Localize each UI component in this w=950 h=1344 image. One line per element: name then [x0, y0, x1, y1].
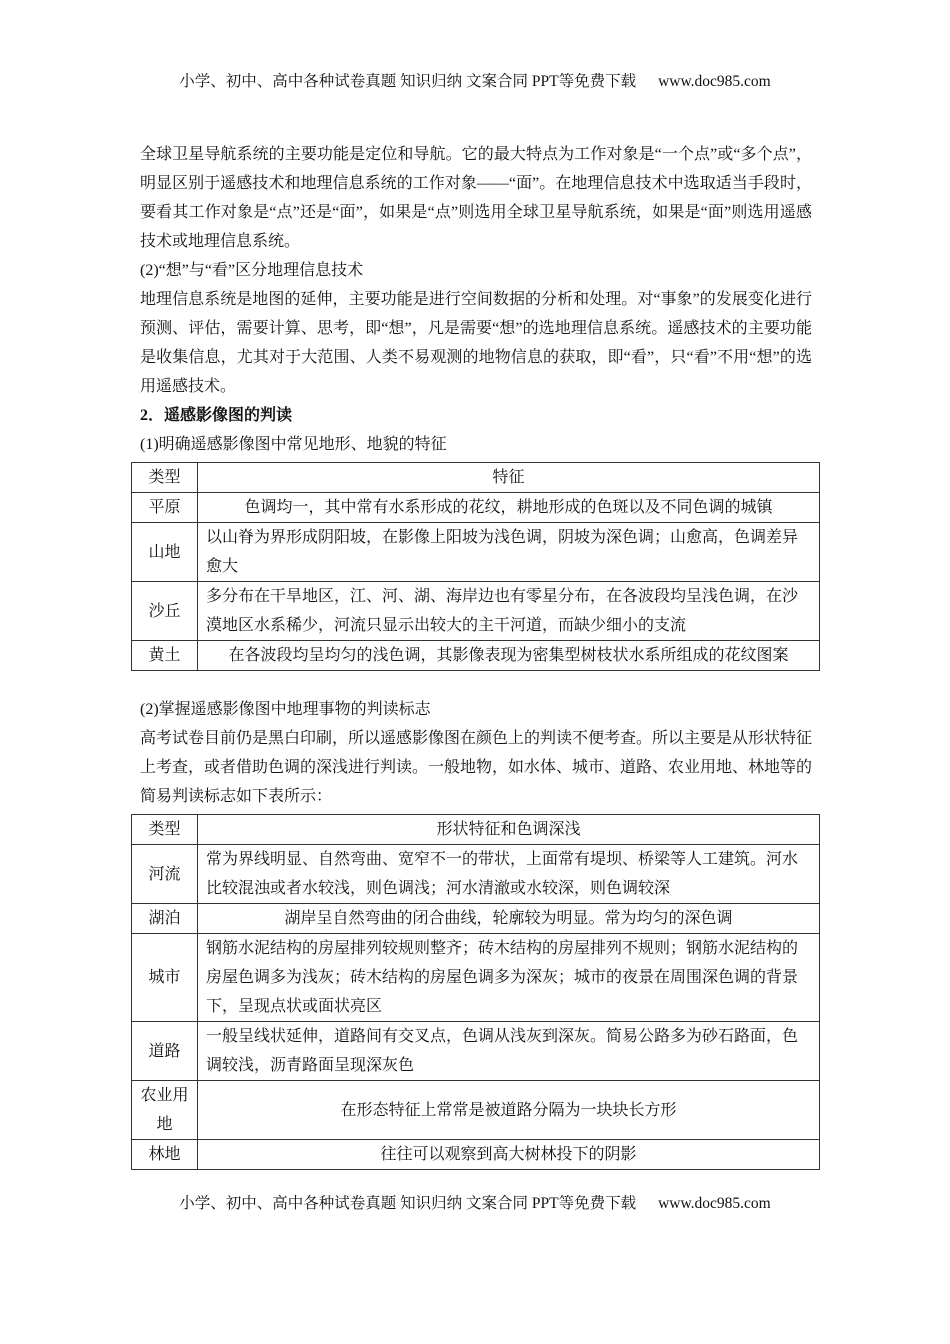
- desc-cell: 钢筋水泥结构的房屋排列较规则整齐；砖木结构的房屋排列不规则；钢筋水泥结构的房屋色调多为浅灰；砖木结构的房屋色调多为深灰；城市的夜景在周围深色调的背景下，呈现点状或面状亮区: [198, 934, 820, 1022]
- body-text-2: [140, 695, 812, 811]
- desc-cell: 在各波段均呈均匀的浅色调，其影像表现为密集型树枝状水系所组成的花纹图案: [198, 641, 820, 671]
- page-header: [0, 69, 950, 91]
- table-row: [132, 845, 820, 904]
- type-cell: 平原: [132, 493, 198, 523]
- desc-cell: 湖岸呈自然弯曲的闭合曲线，轮廓较为明显。常为均匀的深色调: [198, 904, 820, 934]
- table-header-row: [132, 463, 820, 493]
- table-row: [132, 934, 820, 1022]
- header-cell: 形状特征和色调深浅: [198, 815, 820, 845]
- subheading-markers: (2)掌握遥感影像图中地理事物的判读标志: [140, 701, 431, 718]
- desc-cell: 常为界线明显、自然弯曲、宽窄不一的带状，上面常有堤坝、桥梁等人工建筑。河水比较混浊或者水较浅，则色调浅；河水清澈或水较深，则色调较深: [198, 845, 820, 904]
- table-row: [132, 641, 820, 671]
- desc-cell: 往往可以观察到高大树林投下的阴影: [198, 1140, 820, 1170]
- table-header-row: [132, 815, 820, 845]
- desc-cell: 多分布在干旱地区，江、河、湖、海岸边也有零星分布，在各波段均呈浅色调，在沙漠地区水系稀少，河流只显示出较大的主干河道，而缺少细小的支流: [198, 582, 820, 641]
- subheading-landform: (1)明确遥感影像图中常见地形、地貌的特征: [140, 436, 447, 453]
- header-cell: 类型: [132, 463, 198, 493]
- header-cell: 类型: [132, 815, 198, 845]
- paragraph-exam: 高考试卷目前仍是黑白印刷，所以遥感影像图在颜色上的判读不便考查。所以主要是从形状特征上考查，或者借助色调的深浅进行判读。一般地物，如水体、城市、道路、农业用地、林地等的简易判读标志如下表所示：: [140, 730, 813, 805]
- desc-cell: 一般呈线状延伸，道路间有交叉点，色调从浅灰到深灰。简易公路多为砂石路面，色调较浅，沥青路面呈现深灰色: [198, 1022, 820, 1081]
- footer-text: 小学、初中、高中各种试卷真题 知识归纳 文案合同 PPT等免费下载: [179, 1195, 637, 1212]
- type-cell: 道路: [132, 1022, 198, 1081]
- table-row: [132, 1022, 820, 1081]
- table-row: [132, 523, 820, 582]
- table-row: [132, 582, 820, 641]
- subheading-think-see: (2)“想”与“看”区分地理信息技术: [140, 262, 364, 279]
- desc-cell: 在形态特征上常常是被道路分隔为一块块长方形: [198, 1081, 820, 1140]
- type-cell: 河流: [132, 845, 198, 904]
- desc-cell: 色调均一，其中常有水系形成的花纹，耕地形成的色斑以及不同色调的城镇: [198, 493, 820, 523]
- body-text-1: [140, 140, 812, 459]
- header-url[interactable]: www.doc985.com: [658, 73, 771, 90]
- desc-cell: 以山脊为界形成阴阳坡，在影像上阳坡为浅色调，阴坡为深色调；山愈高，色调差异愈大: [198, 523, 820, 582]
- type-cell: 农业用地: [132, 1081, 198, 1140]
- landform-table: [131, 462, 820, 671]
- header-text: 小学、初中、高中各种试卷真题 知识归纳 文案合同 PPT等免费下载: [179, 73, 637, 90]
- type-cell: 湖泊: [132, 904, 198, 934]
- table-row: [132, 1140, 820, 1170]
- section-heading-2: 2．遥感影像图的判读: [140, 407, 293, 424]
- table-row: [132, 1081, 820, 1140]
- table-row: [132, 493, 820, 523]
- type-cell: 沙丘: [132, 582, 198, 641]
- footer-url[interactable]: www.doc985.com: [658, 1195, 771, 1212]
- paragraph-gnss: 全球卫星导航系统的主要功能是定位和导航。它的最大特点为工作对象是“一个点”或“多个点”，明显区别于遥感技术和地理信息系统的工作对象——“面”。在地理信息技术中选取适当手段时，要看其工作对象是“点”还是“面”，如果是“点”则选用全球卫星导航系统，如果是“面”则选用遥感技术或地理信息系统。: [140, 146, 812, 250]
- type-cell: 城市: [132, 934, 198, 1022]
- type-cell: 黄土: [132, 641, 198, 671]
- feature-table: [131, 814, 820, 1170]
- type-cell: 林地: [132, 1140, 198, 1170]
- page-footer: [0, 1191, 950, 1213]
- header-cell: 特征: [198, 463, 820, 493]
- paragraph-gis-rs: 地理信息系统是地图的延伸，主要功能是进行空间数据的分析和处理。对“事象”的发展变化进行预测、评估，需要计算、思考，即“想”，凡是需要“想”的选地理信息系统。遥感技术的主要功能是收集信息，尤其对于大范围、人类不易观测的地物信息的获取，即“看”，只“看”不用“想”的选用遥感技术。: [140, 291, 812, 395]
- table-row: [132, 904, 820, 934]
- type-cell: 山地: [132, 523, 198, 582]
